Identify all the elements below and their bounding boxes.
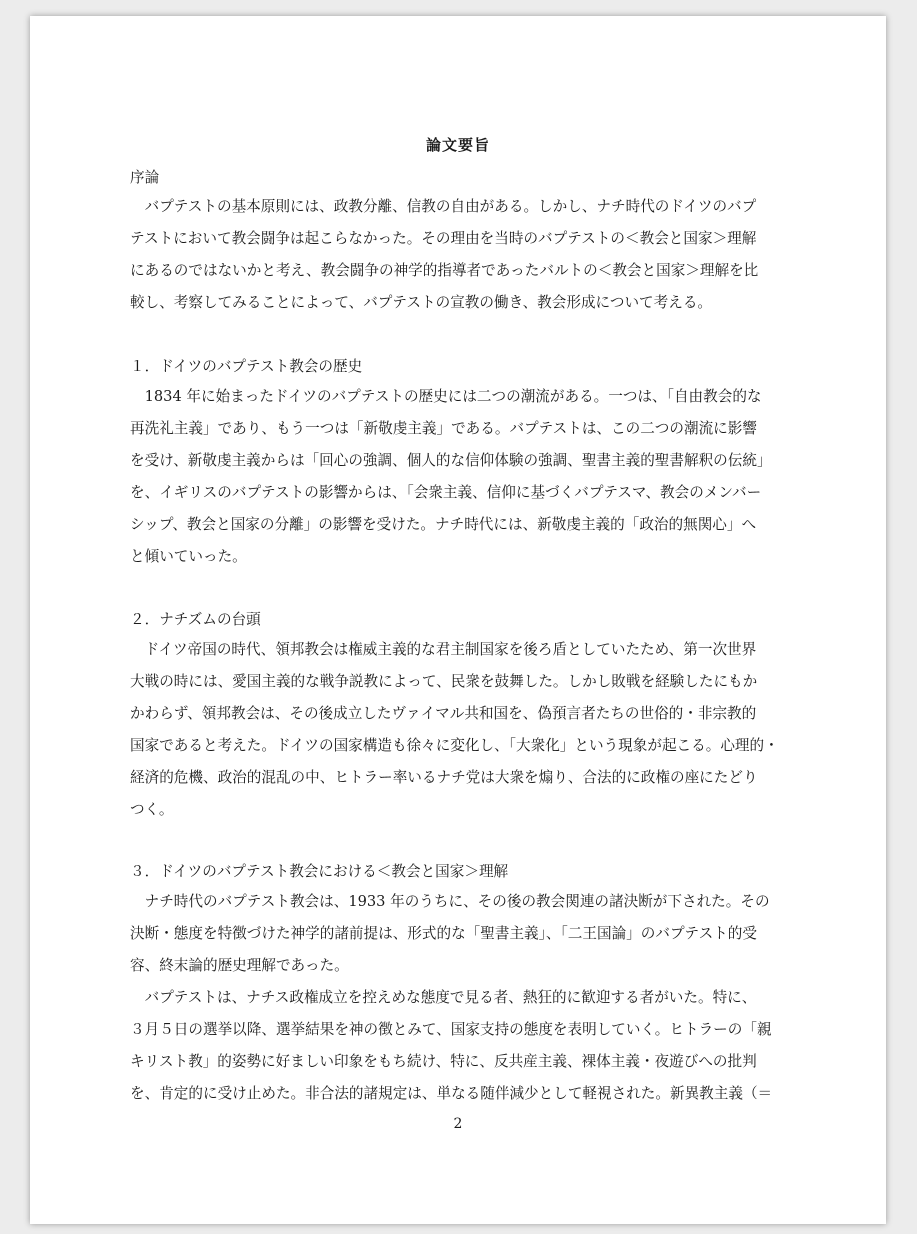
paragraph-line: バプテストの基本原則には、政教分離、信教の自由がある。しかし、ナチ時代のドイツのバプ bbox=[130, 198, 757, 215]
section-heading-3: ３．ドイツのバプテスト教会における＜教会と国家＞理解 bbox=[130, 863, 509, 880]
paragraph-line: かわらず、領邦教会は、その後成立したヴァイマル共和国を、偽預言者たちの世俗的・非宗教的 bbox=[130, 705, 757, 722]
paragraph-line: を受け、新敬虔主義からは「回心の強調、個人的な信仰体験の強調、聖書主義的聖書解釈の伝統」 bbox=[130, 452, 772, 469]
paragraph-line: ３月５日の選挙以降、選挙結果を神の徴とみて、国家支持の態度を表明していく。ヒトラーの「親 bbox=[130, 1021, 772, 1038]
paragraph-line: キリスト教」的姿勢に好ましい印象をもち続け、特に、反共産主義、裸体主義・夜遊びへの批判 bbox=[130, 1053, 757, 1070]
paragraph-line: つく。 bbox=[130, 801, 174, 818]
paragraph-line: と傾いていった。 bbox=[130, 548, 247, 565]
paragraph-line: 1834 年に始まったドイツのバプテストの歴史には二つの潮流がある。一つは、「自由教会的な bbox=[130, 388, 762, 405]
paragraph-line: 大戦の時には、愛国主義的な戦争説教によって、民衆を鼓舞した。しかし敗戦を経験したにもか bbox=[130, 673, 758, 690]
paragraph-line: ナチ時代のバプテスト教会は、1933 年のうちに、その後の教会関連の諸決断が下された。その bbox=[130, 893, 770, 910]
paragraph-line: バプテストは、ナチス政権成立を控えめな態度で見る者、熱狂的に歓迎する者がいた。特に、 bbox=[130, 989, 757, 1006]
paragraph-line: テストにおいて教会闘争は起こらなかった。その理由を当時のバプテストの＜教会と国家＞理解 bbox=[130, 230, 757, 247]
paragraph-line: 再洗礼主義」であり、もう一つは「新敬虔主義」である。バプテストは、この二つの潮流に影響 bbox=[130, 420, 757, 437]
paragraph-line: 容、終末論的歴史理解であった。 bbox=[130, 957, 349, 974]
document-title: 論文要旨 bbox=[425, 136, 490, 154]
page-number: 2 bbox=[453, 1116, 463, 1132]
section-heading-2: ２．ナチズムの台頭 bbox=[130, 611, 261, 628]
paragraph-line: 決断・態度を特徴づけた神学的諸前提は、形式的な「聖書主義」、「二王国論」のバプテスト的受 bbox=[130, 925, 757, 942]
section-heading-introduction: 序論 bbox=[130, 169, 160, 186]
section-heading-1: １．ドイツのバプテスト教会の歴史 bbox=[130, 358, 363, 375]
paragraph-line: 国家であると考えた。ドイツの国家構造も徐々に変化し、「大衆化」という現象が起こる。心理的・ bbox=[130, 737, 779, 754]
document-page bbox=[30, 16, 886, 1224]
paragraph-line: 経済的危機、政治的混乱の中、ヒトラー率いるナチ党は大衆を煽り、合法的に政権の座にたどり bbox=[130, 769, 758, 786]
paragraph-line: 較し、考察してみることによって、バプテストの宣教の働き、教会形成について考える。 bbox=[130, 294, 713, 311]
paragraph-line: ドイツ帝国の時代、領邦教会は権威主義的な君主制国家を後ろ盾としていたため、第一次世界 bbox=[130, 641, 757, 658]
paragraph-line: を、肯定的に受け止めた。非合法的諸規定は、単なる随伴減少として軽視された。新異教主義（＝ bbox=[130, 1085, 773, 1102]
paragraph-line: を、イギリスのバプテストの影響からは、「会衆主義、信仰に基づくバプテスマ、教会のメンバー bbox=[130, 484, 762, 501]
paragraph-line: にあるのではないかと考え、教会闘争の神学的指導者であったバルトの＜教会と国家＞理解を比 bbox=[130, 262, 759, 279]
paragraph-line: シップ、教会と国家の分離」の影響を受けた。ナチ時代には、新敬虔主義的「政治的無関心」へ bbox=[130, 516, 757, 533]
